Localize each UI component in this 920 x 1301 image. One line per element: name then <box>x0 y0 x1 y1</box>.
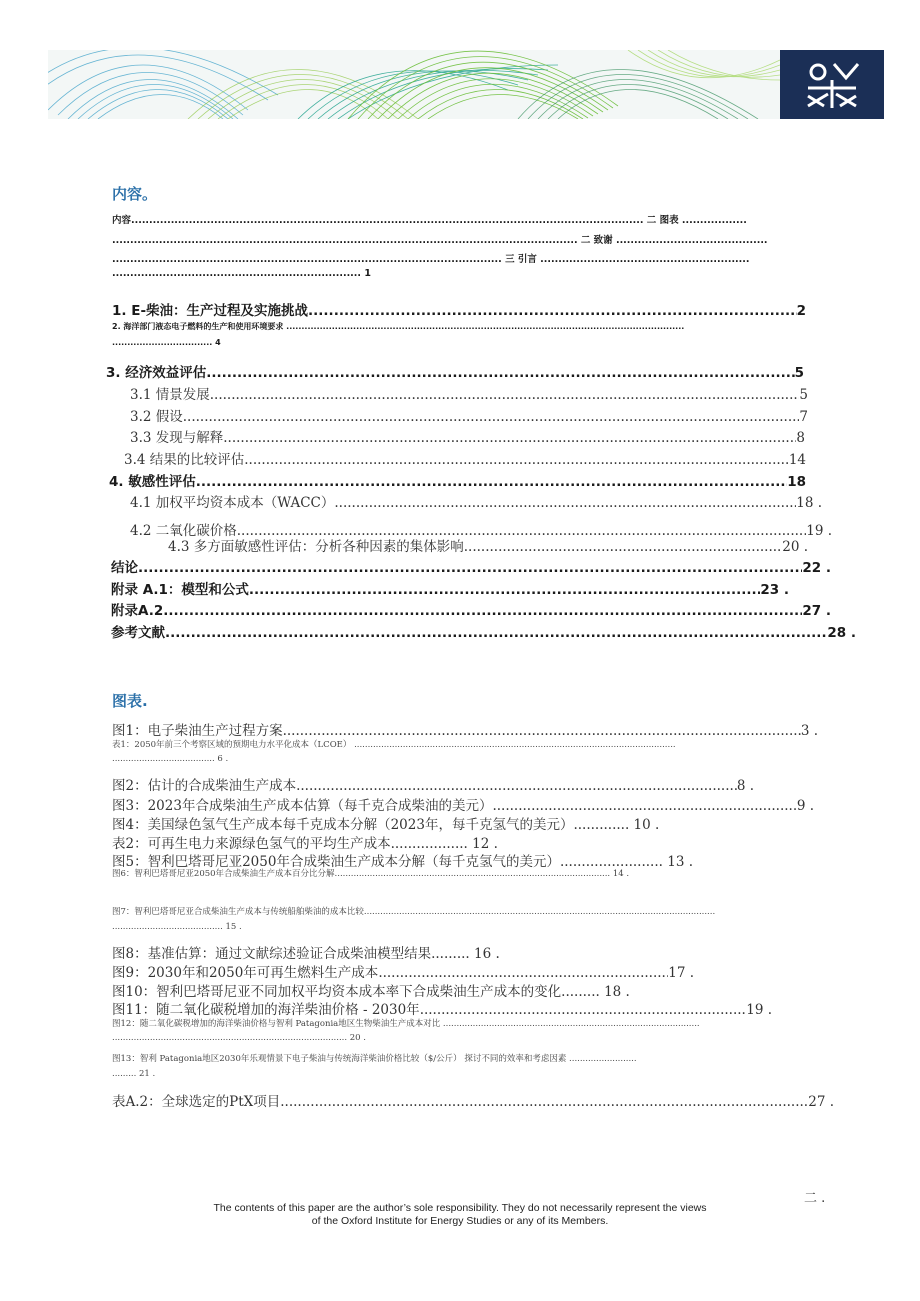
toc-entry-page: 5 <box>794 365 804 381</box>
oies-logo-icon <box>804 60 860 110</box>
toc-runon-line[interactable]: 内容.............................................................................................................................................. 二 图表 .................. <box>112 215 747 226</box>
toc-entry-2-cont[interactable]: ................................. 4 <box>112 338 221 347</box>
toc-entry-label: 4.3 多方面敏感性评估：分析各种因素的集体影响 <box>168 539 464 555</box>
figure-entry-page: 19 . <box>746 1002 772 1018</box>
toc-entry-label: 结论 <box>111 560 138 576</box>
toc-entry-3[interactable] <box>106 361 804 381</box>
toc-runon-line[interactable]: ................................................................................................................................. 二 致谢 .......................................... <box>112 235 768 246</box>
page-number: 二 . <box>804 1191 826 1206</box>
table-entry-page: 27 . <box>808 1094 834 1110</box>
figure-entry-2[interactable] <box>112 774 754 794</box>
toc-entry-label: 3.3 发现与解释 <box>130 430 224 446</box>
toc-entry-page: 5 <box>799 387 808 403</box>
figure-entry-10[interactable]: 图10：智利巴塔哥尼亚不同加权平均资本成本率下合成柴油生产成本的变化......... 18 . <box>112 984 630 1000</box>
figure-entry-11[interactable] <box>112 998 772 1018</box>
toc-entry-page: 23 . <box>760 582 789 598</box>
toc-entry-label: 4.2 二氧化碳价格 <box>130 523 237 539</box>
toc-entry-page: 28 . <box>827 625 856 641</box>
toc-entry-page: 22 . <box>802 560 831 576</box>
toc-entry-page: 14 <box>788 452 806 468</box>
oies-logo <box>780 50 884 119</box>
toc-entry-2[interactable]: 2. 海洋部门液态电子燃料的生产和使用环境要求 ................................................................................................................................... <box>112 322 685 331</box>
toc-entry-label: 4. 敏感性评估 <box>109 474 196 490</box>
figure-entry-6[interactable]: 图6：智利巴塔哥尼亚2050年合成柴油生产成本百分比分解...................................................................................................... 14 . <box>112 869 630 879</box>
toc-entry-page: 19 . <box>806 523 832 539</box>
toc-entry-1[interactable] <box>112 299 806 319</box>
footer-line: of the Oxford Institute for Energy Studies or any of its Members. <box>311 1215 609 1227</box>
figure-entry-13-cont[interactable]: ......... 21 . <box>112 1069 156 1079</box>
toc-entry-page: 2 <box>796 303 806 319</box>
figure-entry-page: 17 . <box>668 965 694 981</box>
toc-entry-page: 7 <box>799 409 808 425</box>
toc-entry-label: 附录 A.1：模型和公式 <box>111 582 249 598</box>
toc-entry-label: 3.4 结果的比较评估 <box>124 452 245 468</box>
toc-entry-3-3[interactable] <box>130 426 805 446</box>
toc-entry-label: 3.2 假设 <box>130 409 183 425</box>
figure-entry-page: 8 . <box>736 778 754 794</box>
toc-entry-label: 4.1 加权平均资本成本（WACC） <box>130 495 335 511</box>
toc-entry-label: 3. 经济效益评估 <box>106 365 207 381</box>
toc-entry-3-2[interactable] <box>130 405 808 425</box>
toc-entry-4-1[interactable] <box>130 491 822 511</box>
header-banner <box>48 50 884 119</box>
toc-entry-4[interactable] <box>109 470 806 490</box>
toc-entry-label: 参考文献 <box>111 625 165 641</box>
toc-entry-label: 3.1 情景发展 <box>130 387 210 403</box>
figure-entry-7-cont[interactable]: ......................................... 15 . <box>112 922 242 932</box>
toc-entry-page: 8 <box>796 430 805 446</box>
toc-entry-3-1[interactable] <box>130 383 808 403</box>
table-entry-1[interactable]: 表1：2050年前三个考察区域的预期电力水平化成本（LCOE） ....................................................................................................................... <box>112 740 676 750</box>
toc-entry-references[interactable] <box>111 621 856 641</box>
figure-entry-8[interactable]: 图8：基准估算：通过文献综述验证合成柴油模型结果......... 16 . <box>112 946 500 962</box>
toc-heading: 内容。 <box>112 185 158 203</box>
table-entry-1-cont[interactable]: ...................................... 6 . <box>112 754 229 764</box>
table-entry-a2[interactable] <box>112 1090 834 1110</box>
toc-entry-page: 18 <box>787 474 806 490</box>
figure-entry-4[interactable]: 图4：美国绿色氢气生产成本每千克成本分解（2023年，每千克氢气的美元）............. 10 . <box>112 817 660 833</box>
toc-entry-page: 18 . <box>796 495 822 511</box>
figures-heading: 图表. <box>112 692 148 710</box>
toc-entry-4-3[interactable] <box>168 535 808 555</box>
figure-entry-12-cont[interactable]: ....................................................................................... 20 . <box>112 1033 366 1043</box>
toc-runon-line[interactable]: ..................................................................... 1 <box>112 268 371 279</box>
table-entry-label: 表A.2：全球选定的PtX项目 <box>112 1094 281 1110</box>
figure-entry-label: 图2：估计的合成柴油生产成本 <box>112 778 297 794</box>
figure-entry-label: 图1：电子柴油生产过程方案 <box>112 723 283 739</box>
toc-entry-page: 20 . <box>782 539 808 555</box>
figure-entry-label: 图11：随二氧化碳税增加的海洋柴油价格 - 2030年 <box>112 1002 420 1018</box>
figure-entry-9[interactable] <box>112 961 694 981</box>
footer-disclaimer <box>150 1202 770 1228</box>
figure-entry-12[interactable]: 图12：随二氧化碳税增加的海洋柴油价格与智利 Patagonia地区生物柴油生产成本对比 ............................................................................................... <box>112 1019 700 1029</box>
figure-entry-1[interactable] <box>112 719 818 739</box>
figure-entry-13[interactable]: 图13：智利 Patagonia地区2030年乐观情景下电子柴油与传统海洋柴油价格比较（$/公斤） 探讨不同的效率和考虑因素 ......................... <box>112 1054 637 1064</box>
toc-entry-appendix-a1[interactable] <box>111 578 789 598</box>
toc-entry-label: 1. E-柴油：生产过程及实施挑战 <box>112 303 309 319</box>
figure-entry-label: 图9：2030年和2050年可再生燃料生产成本 <box>112 965 379 981</box>
toc-entry-label: 附录A.2 <box>111 603 164 619</box>
toc-runon-line[interactable]: ............................................................................................................ 三 引言 .......................................................... <box>112 254 750 265</box>
figure-entry-label: 图3：2023年合成柴油生产成本估算（每千克合成柴油的美元） <box>112 798 493 814</box>
toc-entry-page: 27 . <box>802 603 831 619</box>
toc-entry-3-4[interactable] <box>124 448 806 468</box>
toc-entry-conclusion[interactable] <box>111 556 831 576</box>
figure-entry-page: 9 . <box>796 798 814 814</box>
figure-entry-page: 3 . <box>800 723 818 739</box>
figure-entry-5[interactable]: 图5：智利巴塔哥尼亚2050年合成柴油生产成本分解（每千克氢气的美元）........................ 13 . <box>112 854 693 870</box>
figure-entry-7[interactable]: 图7：智利巴塔哥尼亚合成柴油生产成本与传统船舶柴油的成本比较.................................................................................................................................. <box>112 907 716 917</box>
footer-line: The contents of this paper are the author’s sole responsibility. They do not necessarily represent the views <box>213 1202 707 1214</box>
figure-entry-3[interactable] <box>112 794 814 814</box>
toc-entry-appendix-a2[interactable] <box>111 599 831 619</box>
table-entry-2[interactable]: 表2：可再生电力来源绿色氢气的平均生产成本.................. 12 . <box>112 836 498 852</box>
